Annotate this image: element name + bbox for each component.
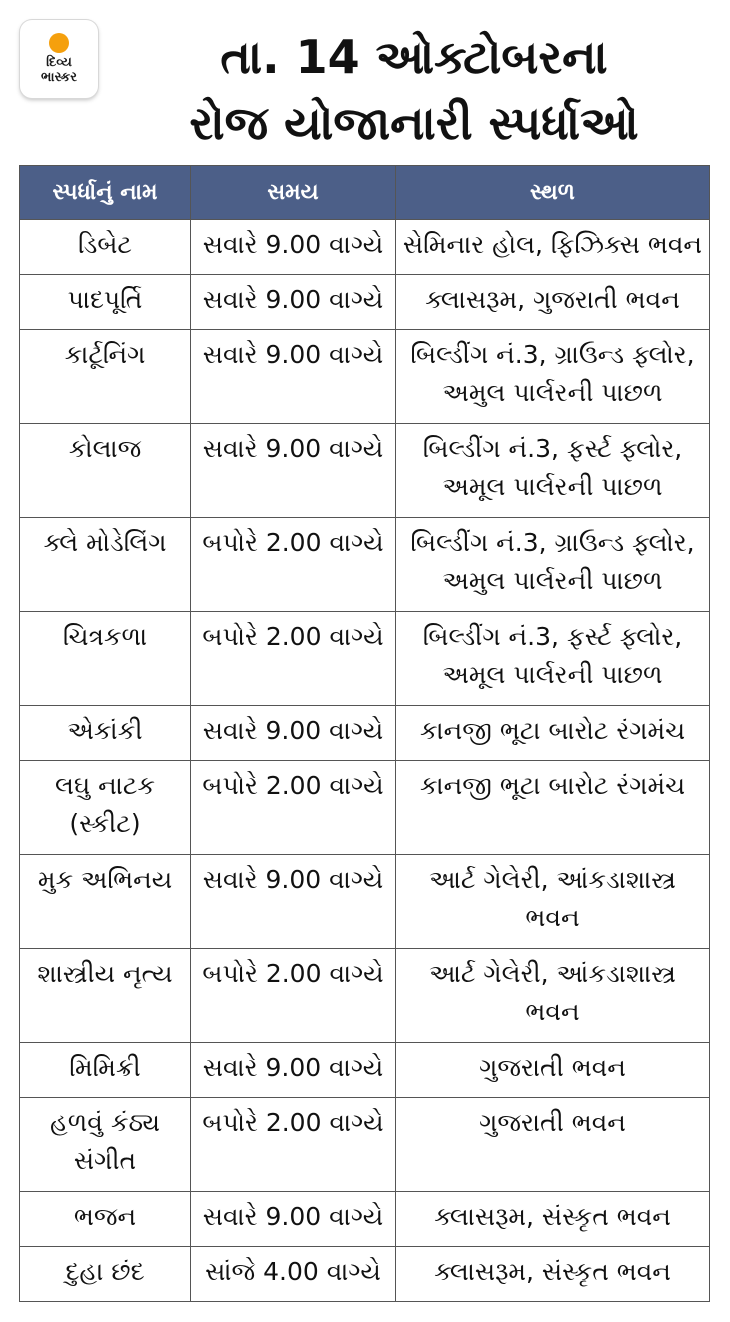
table-row	[20, 949, 710, 1043]
competition-time: બપોરે 2.00 વાગ્યે	[191, 761, 396, 855]
competition-venue: આર્ટ ગેલેરી, આંકડાશાસ્ત્ર ભવન	[396, 855, 710, 949]
competition-time: બપોરે 2.00 વાગ્યે	[191, 949, 396, 1043]
header-competition-name: સ્પર્ધાનું નામ	[20, 166, 191, 220]
competition-venue: ક્લાસરૂમ, ગુજરાતી ભવન	[396, 275, 710, 330]
competition-name: મિમિક્રી	[20, 1043, 191, 1098]
competition-time: સવારે 9.00 વાગ્યે	[191, 424, 396, 518]
page-header	[0, 0, 730, 165]
title-line1: તા. 14 ઓક્ટોબરના	[220, 30, 608, 84]
competition-schedule-table	[19, 165, 710, 1302]
competition-venue: ક્લાસરૂમ, સંસ્કૃત ભવન	[396, 1247, 710, 1302]
table-row	[20, 1098, 710, 1192]
competition-name: પાદપૂર્તિ	[20, 275, 191, 330]
competition-time: બપોરે 2.00 વાગ્યે	[191, 518, 396, 612]
sun-icon	[49, 33, 69, 53]
logo-text-line2: ભાસ્કર	[41, 70, 77, 85]
competition-venue: બિલ્ડીંગ નં.3, ગ્રાઉન્ડ ફ્લોર, અમુલ પાર્લરની પાછળ	[396, 330, 710, 424]
competition-venue: કાનજી ભૂટા બારોટ રંગમંચ	[396, 761, 710, 855]
competition-name: ભજન	[20, 1192, 191, 1247]
competition-time: બપોરે 2.00 વાગ્યે	[191, 1098, 396, 1192]
table-row	[20, 1192, 710, 1247]
competition-name: ચિત્રકળા	[20, 612, 191, 706]
page-title	[110, 24, 718, 156]
competition-venue: સેમિનાર હોલ, ફિઝિક્સ ભવન	[396, 220, 710, 275]
competition-time: બપોરે 2.00 વાગ્યે	[191, 612, 396, 706]
competition-time: સવારે 9.00 વાગ્યે	[191, 855, 396, 949]
table-row	[20, 220, 710, 275]
competition-venue: બિલ્ડીંગ નં.3, ફર્સ્ટ ફ્લોર, અમૂલ પાર્લરની પાછળ	[396, 612, 710, 706]
competition-venue: કાનજી ભૂટા બારોટ રંગમંચ	[396, 706, 710, 761]
header-time: સમય	[191, 166, 396, 220]
competition-name: કોલાજ	[20, 424, 191, 518]
competition-time: સવારે 9.00 વાગ્યે	[191, 330, 396, 424]
table-row	[20, 855, 710, 949]
competition-name: શાસ્ત્રીય નૃત્ય	[20, 949, 191, 1043]
competition-name: ડિબેટ	[20, 220, 191, 275]
table-row	[20, 275, 710, 330]
competition-name: એકાંકી	[20, 706, 191, 761]
competition-venue: ક્લાસરૂમ, સંસ્કૃત ભવન	[396, 1192, 710, 1247]
competition-venue: બિલ્ડીંગ નં.3, ગ્રાઉન્ડ ફ્લોર, અમુલ પાર્લરની પાછળ	[396, 518, 710, 612]
competition-time: સવારે 9.00 વાગ્યે	[191, 1043, 396, 1098]
competition-venue: ગુજરાતી ભવન	[396, 1043, 710, 1098]
table-row	[20, 1043, 710, 1098]
competition-venue: આર્ટ ગેલેરી, આંકડાશાસ્ત્ર ભવન	[396, 949, 710, 1043]
table-row	[20, 706, 710, 761]
competition-name: કાર્ટૂનિંગ	[20, 330, 191, 424]
competition-name: ક્લે મોડેલિંગ	[20, 518, 191, 612]
competition-name: મુક અભિનય	[20, 855, 191, 949]
header-venue: સ્થળ	[396, 166, 710, 220]
table-row	[20, 1247, 710, 1302]
title-line2: રોજ યોજાનારી સ્પર્ધાઓ	[189, 96, 639, 150]
logo-text-line1: દિવ્ય	[46, 55, 72, 70]
competition-time: સવારે 9.00 વાગ્યે	[191, 220, 396, 275]
table-row	[20, 518, 710, 612]
table-row	[20, 424, 710, 518]
table-row	[20, 330, 710, 424]
table-header-row	[20, 166, 710, 220]
competition-name: હળવું કંઠ્ય સંગીત	[20, 1098, 191, 1192]
table-row	[20, 612, 710, 706]
table-row	[20, 761, 710, 855]
competition-time: સવારે 9.00 વાગ્યે	[191, 1192, 396, 1247]
competition-venue: ગુજરાતી ભવન	[396, 1098, 710, 1192]
competition-time: સવારે 9.00 વાગ્યે	[191, 275, 396, 330]
divya-bhaskar-logo	[20, 20, 98, 98]
competition-name: લઘુ નાટક (સ્કીટ)	[20, 761, 191, 855]
competition-time: સાંજે 4.00 વાગ્યે	[191, 1247, 396, 1302]
competition-time: સવારે 9.00 વાગ્યે	[191, 706, 396, 761]
competition-name: દુહા છંદ	[20, 1247, 191, 1302]
competition-venue: બિલ્ડીંગ નં.3, ફર્સ્ટ ફ્લોર, અમૂલ પાર્લરની પાછળ	[396, 424, 710, 518]
